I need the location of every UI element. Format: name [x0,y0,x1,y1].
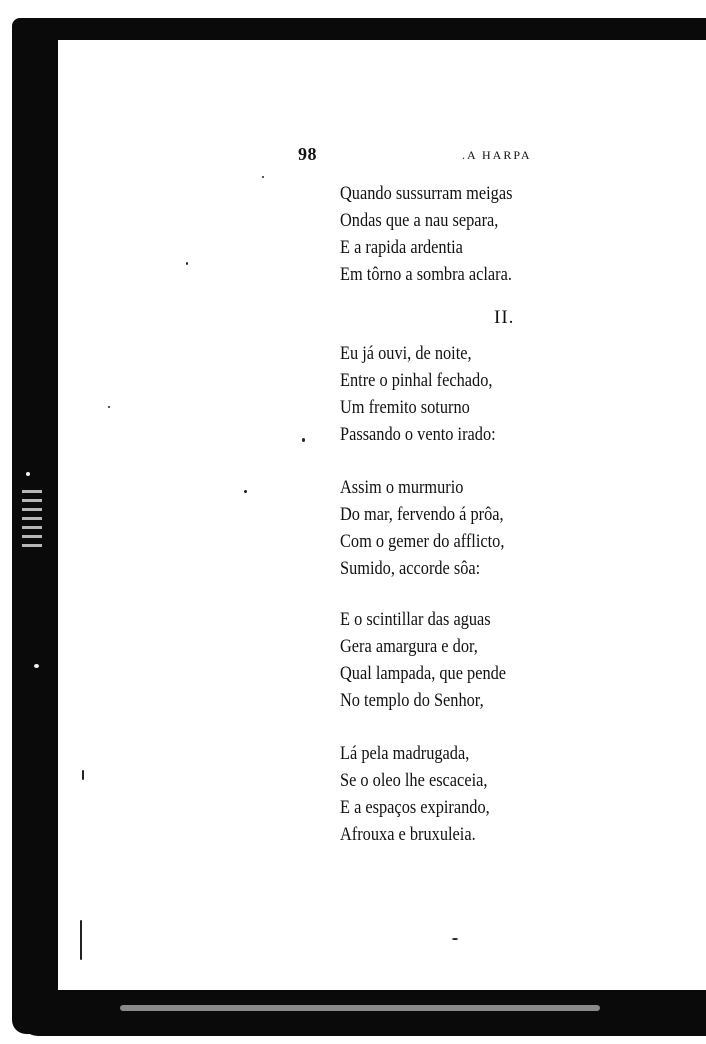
scan-speck [80,920,82,960]
scan-speck [108,406,110,408]
scan-speck [82,770,84,780]
section-numeral: II. [494,307,515,328]
poem-line: Se o oleo lhe escaceia, [340,770,488,791]
scan-border-top [12,18,706,40]
scan-speck [302,438,305,442]
poem-line: Qual lampada, que pende [340,663,507,684]
scan-speck [262,176,264,178]
poem-line: Lá pela madrugada, [340,743,470,764]
poem-line: Um fremito soturno [340,397,470,418]
scan-border-streak [120,1005,600,1011]
running-head: .A HARPA [462,148,532,162]
stanza-2 [340,340,521,448]
poem-line: Eu já ouvi, de noite, [340,343,472,364]
poem-line: E o scintillar das aguas [340,609,491,630]
poem-line: E a espaços expirando, [340,797,490,818]
stanza-4 [340,606,533,714]
page-number: 98 [298,144,317,164]
stanza-3 [340,474,531,582]
scan-speck [186,262,188,265]
poem-line: Passando o vento irado: [340,424,496,445]
scan-border-bottom [20,990,706,1036]
scan-speck [26,472,30,476]
scan-speck [244,490,247,493]
poem-line: Em tôrno a sombra aclara. [340,264,512,285]
poem-line: Assim o murmurio [340,477,464,498]
poem-line: Do mar, fervendo á prôa, [340,504,504,525]
poem-line: Ondas que a nau separa, [340,210,499,231]
poem-line: Quando sussurram meigas [340,183,513,204]
poem-line: Afrouxa e bruxuleia. [340,824,476,845]
poem-line: Entre o pinhal fechado, [340,370,493,391]
scan-border-specks [22,490,42,550]
poem-line: Com o gemer do afflicto, [340,531,505,552]
stanza-1 [340,180,541,288]
poem-line: Gera amargura e dor, [340,636,478,657]
scan-speck [34,664,39,668]
poem-line: No templo do Senhor, [340,690,484,711]
scan-speck [452,938,458,940]
poem-line: E a rapida ardentia [340,237,463,258]
stanza-5 [340,740,514,848]
poem-line: Sumido, accorde sôa: [340,558,481,579]
